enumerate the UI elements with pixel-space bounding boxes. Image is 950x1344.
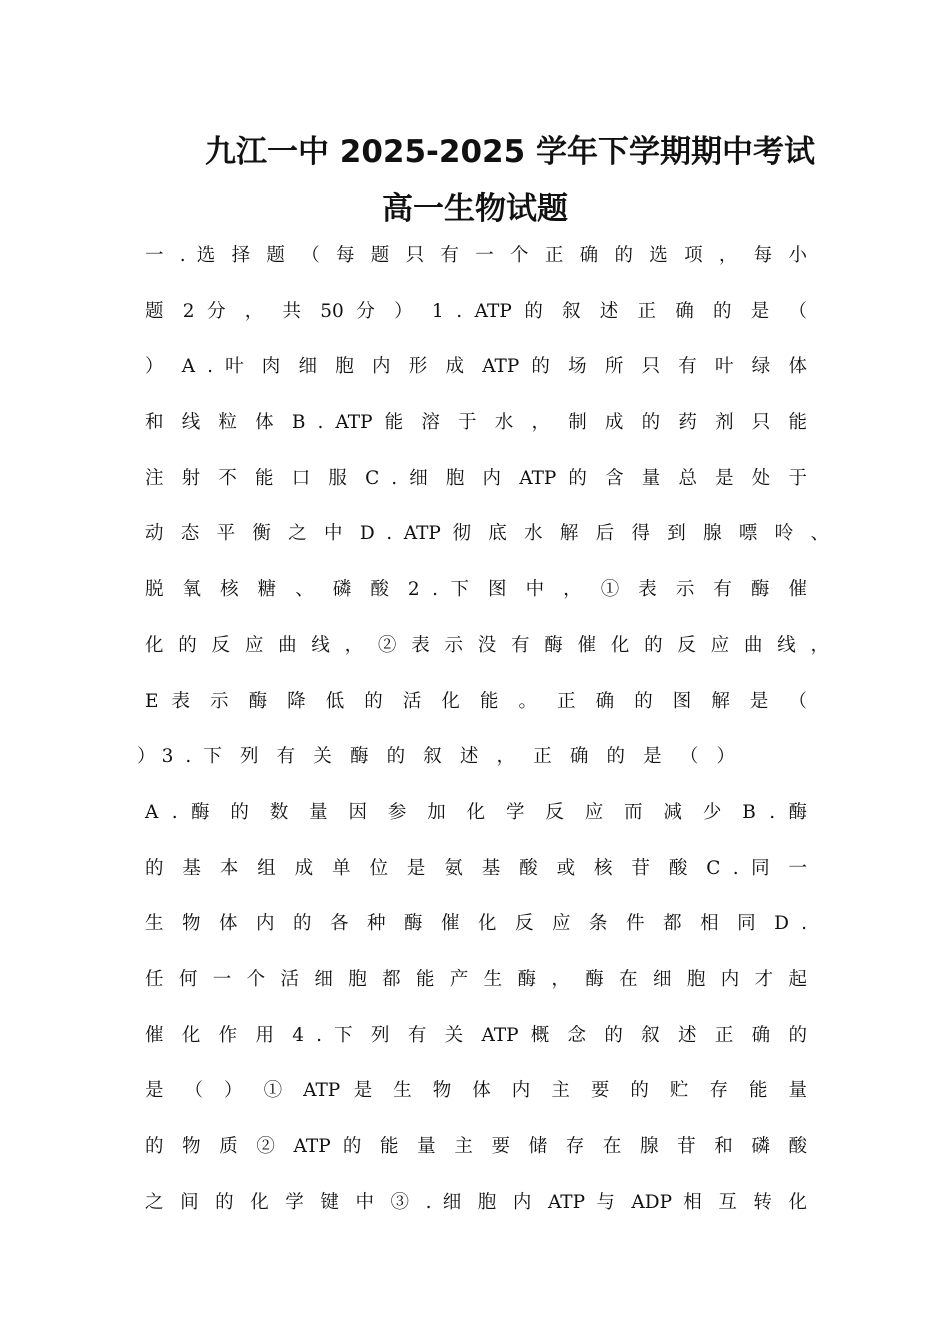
text-line: 一 . 选 择 题 （ 每 题 只 有 一 个 正 确 的 选 项 ， 每 小 bbox=[145, 245, 807, 266]
text-line: 之 间 的 化 学 键 中 ③ . 细 胞 内 ATP 与 ADP 相 互 转 化 bbox=[145, 1191, 807, 1213]
text-line: 动 态 平 衡 之 中 D . ATP 彻 底 水 解 后 得 到 腺 嘌 呤 、 bbox=[145, 523, 829, 545]
question-text bbox=[137, 240, 845, 1242]
text-line: 注 射 不 能 口 服 C . 细 胞 内 ATP 的 含 量 总 是 处 于 bbox=[145, 467, 807, 489]
exam-subtitle: 高一生物试题 bbox=[382, 191, 568, 227]
text-line: ）3 . 下 列 有 关 酶 的 叙 述 ， 正 确 的 是 （ ） bbox=[137, 746, 735, 768]
text-line: 是 （ ） ① ATP 是 生 物 体 内 主 要 的 贮 存 能 量 bbox=[145, 1080, 807, 1102]
text-line: 的 基 本 组 成 单 位 是 氨 基 酸 或 核 苷 酸 C . 同 一 bbox=[145, 857, 807, 879]
text-line: E 表 示 酶 降 低 的 活 化 能 。 正 确 的 图 解 是 （ bbox=[145, 690, 807, 712]
text-line: 任 何 一 个 活 细 胞 都 能 产 生 酶 ， 酶 在 细 胞 内 才 起 bbox=[145, 968, 807, 990]
text-line: 脱 氧 核 糖 、 磷 酸 2 . 下 图 中 ， ① 表 示 有 酶 催 bbox=[145, 579, 807, 601]
text-line: 化 的 反 应 曲 线 ， ② 表 示 没 有 酶 催 化 的 反 应 曲 线 ， bbox=[145, 634, 829, 656]
text-line: 催 化 作 用 4 . 下 列 有 关 ATP 概 念 的 叙 述 正 确 的 bbox=[145, 1024, 807, 1046]
text-line: 题 2 分 ， 共 50 分 ） 1 . ATP 的 叙 述 正 确 的 是 （ bbox=[145, 300, 807, 322]
text-line: 和 线 粒 体 B . ATP 能 溶 于 水 ， 制 成 的 药 剂 只 能 bbox=[145, 412, 807, 434]
text-line: ） A . 叶 肉 细 胞 内 形 成 ATP 的 场 所 只 有 叶 绿 体 bbox=[145, 356, 807, 378]
text-line: A . 酶 的 数 量 因 参 加 化 学 反 应 而 减 少 B . 酶 bbox=[145, 801, 807, 823]
text-line: 生 物 体 内 的 各 种 酶 催 化 反 应 条 件 都 相 同 D . bbox=[145, 913, 807, 935]
text-line: 的 物 质 ② ATP 的 能 量 主 要 储 存 在 腺 苷 和 磷 酸 bbox=[145, 1136, 807, 1157]
exam-title: 九江一中 2025-2025 学年下学期期中考试 bbox=[204, 134, 815, 170]
